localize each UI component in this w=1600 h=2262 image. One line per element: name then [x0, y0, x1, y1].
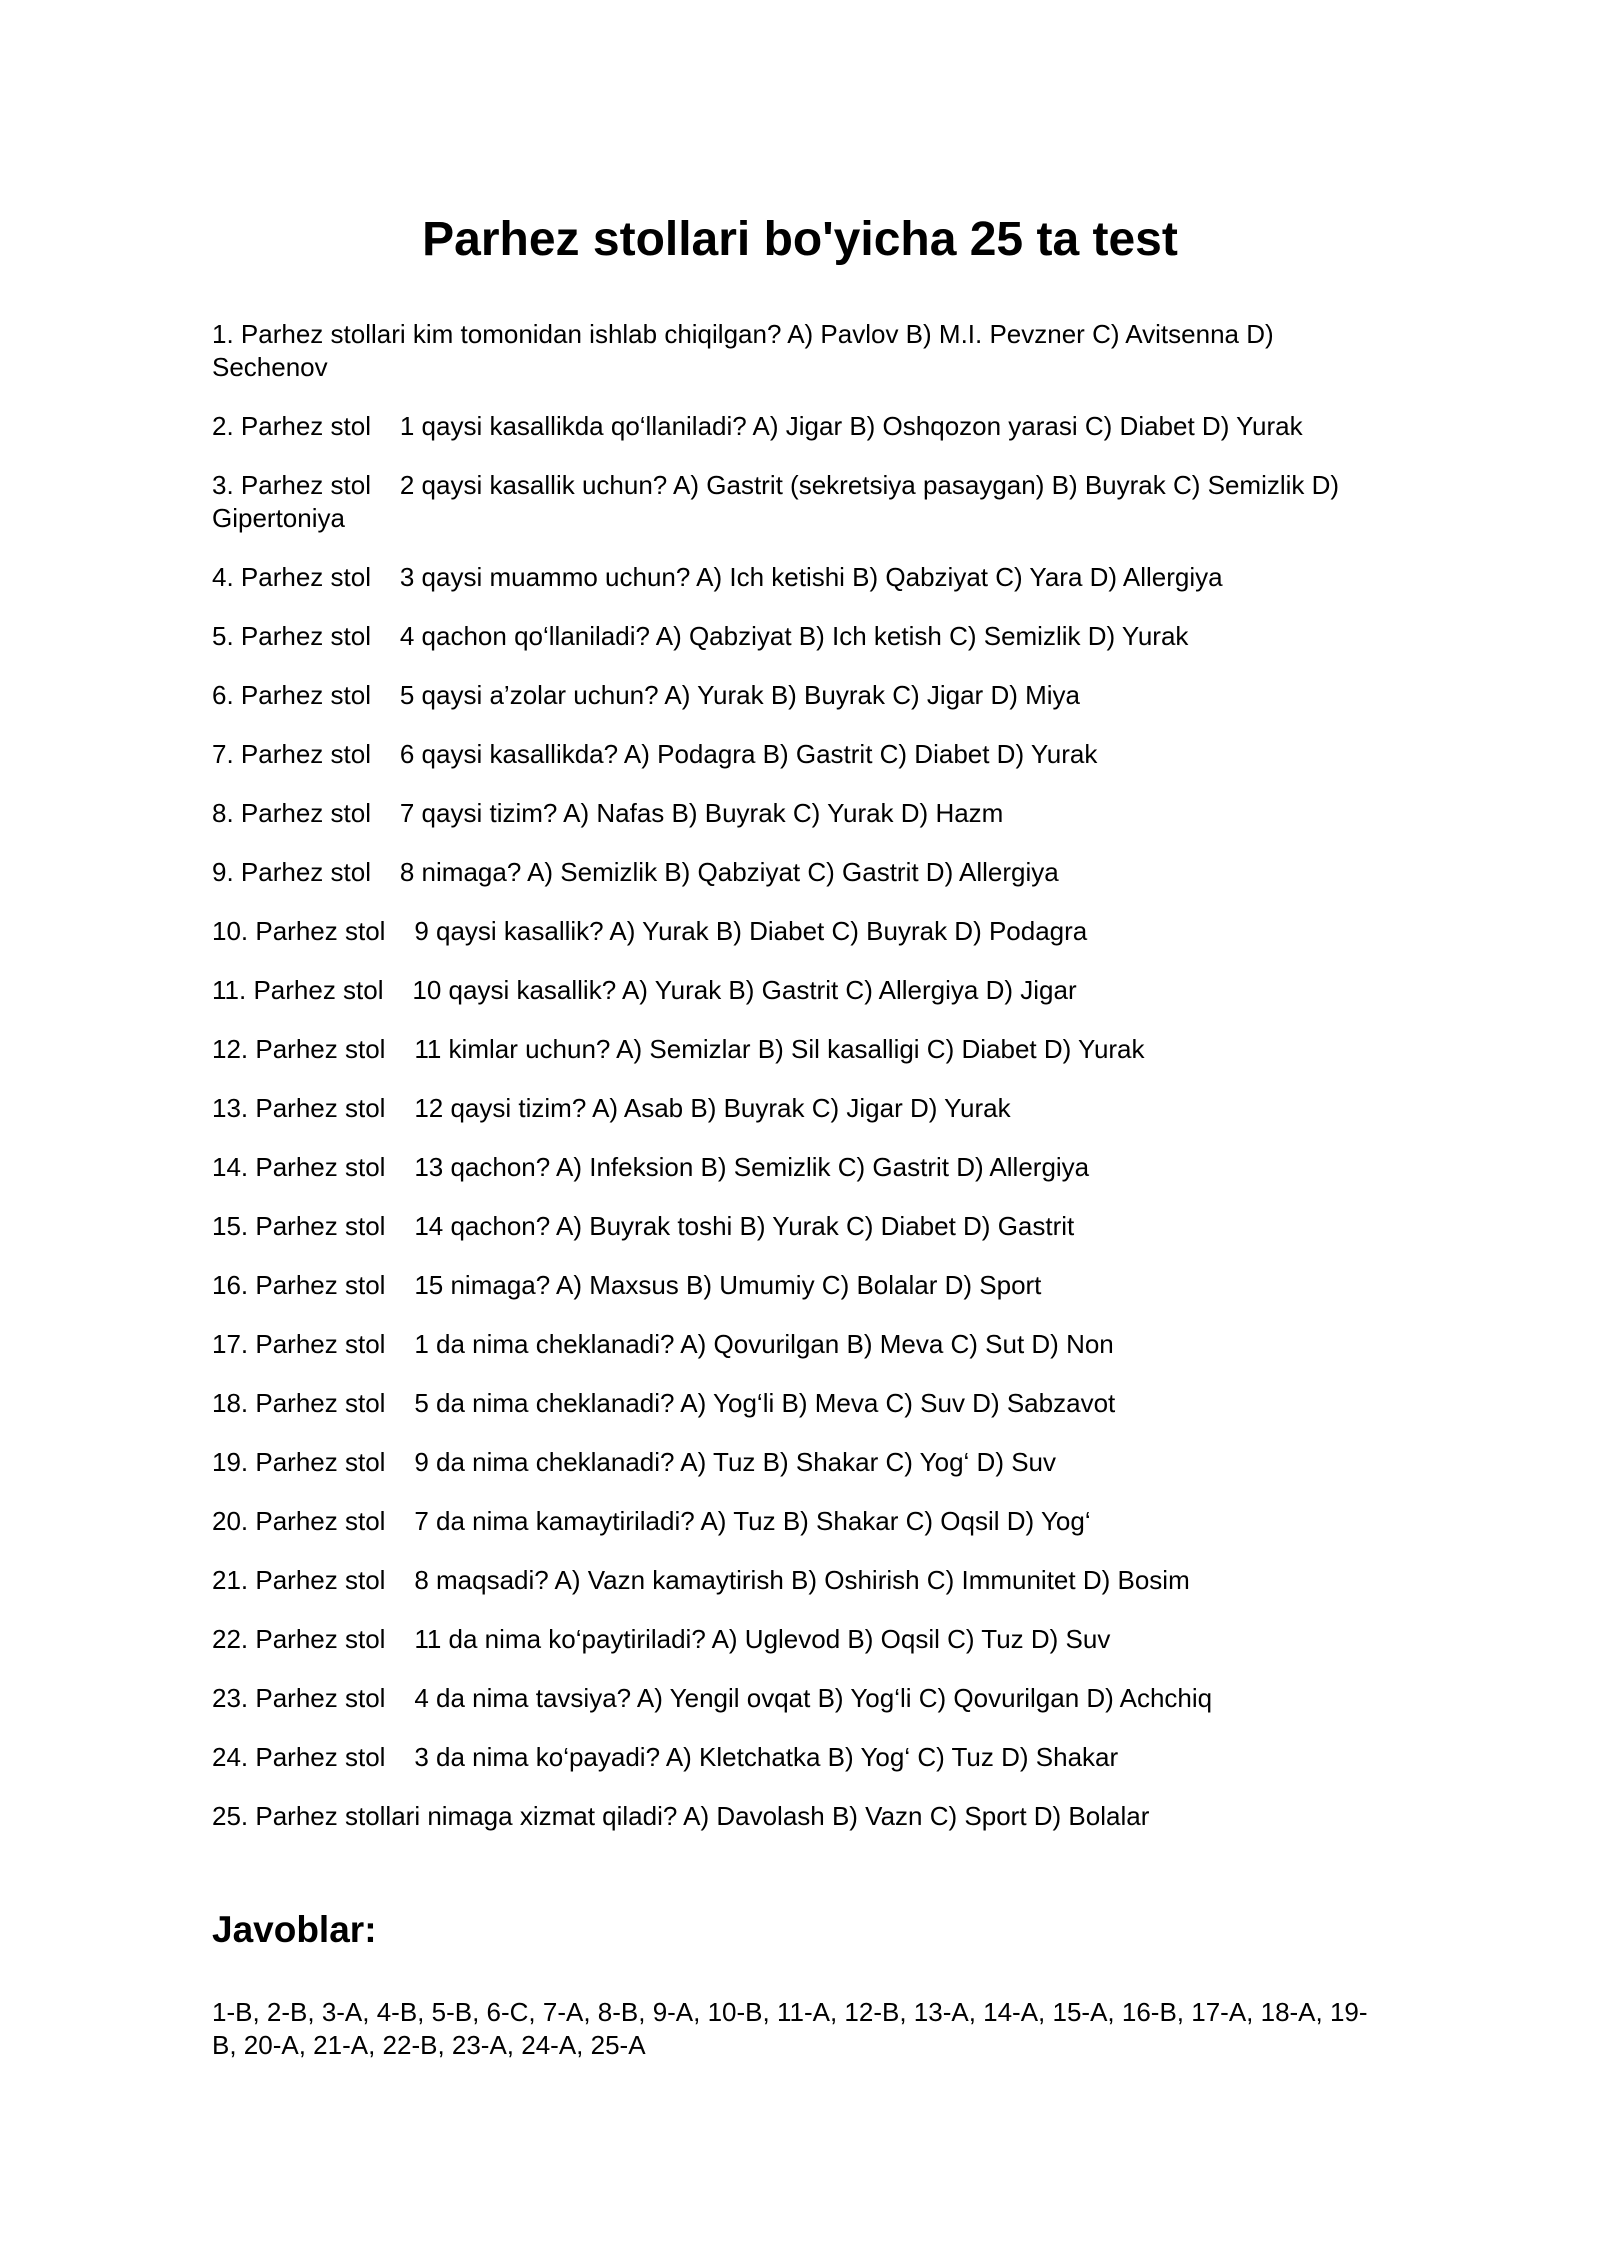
question-item: 13. Parhez stol 12 qaysi tizim? A) Asab B) Buyrak C) Jigar D) Yurak: [212, 1093, 1011, 1123]
question-item: 25. Parhez stollari nimaga xizmat qiladi? A) Davolash B) Vazn C) Sport D) Bolalar: [212, 1801, 1150, 1831]
question-item: 17. Parhez stol 1 da nima cheklanadi? A) Qovurilgan B) Meva C) Sut D) Non: [212, 1329, 1114, 1359]
question-list: [212, 318, 1392, 1859]
question-item: 11. Parhez stol 10 qaysi kasallik? A) Yurak B) Gastrit C) Allergiya D) Jigar: [212, 975, 1077, 1005]
question-item: 10. Parhez stol 9 qaysi kasallik? A) Yurak B) Diabet C) Buyrak D) Podagra: [212, 916, 1088, 946]
question-item: 5. Parhez stol 4 qachon qo‘llaniladi? A) Qabziyat B) Ich ketish C) Semizlik D) Yurak: [212, 621, 1189, 651]
question-item: 16. Parhez stol 15 nimaga? A) Maxsus B) Umumiy C) Bolalar D) Sport: [212, 1270, 1042, 1300]
question-item: 23. Parhez stol 4 da nima tavsiya? A) Yengil ovqat B) Yog‘li C) Qovurilgan D) Achchiq: [212, 1683, 1213, 1713]
question-item: 12. Parhez stol 11 kimlar uchun? A) Semizlar B) Sil kasalligi C) Diabet D) Yurak: [212, 1034, 1145, 1064]
question-item: 7. Parhez stol 6 qaysi kasallikda? A) Podagra B) Gastrit C) Diabet D) Yurak: [212, 739, 1098, 769]
question-item: 18. Parhez stol 5 da nima cheklanadi? A) Yog‘li B) Meva C) Suv D) Sabzavot: [212, 1388, 1116, 1418]
question-item: 24. Parhez stol 3 da nima ko‘payadi? A) Kletchatka B) Yog‘ C) Tuz D) Shakar: [212, 1742, 1119, 1772]
question-item: 4. Parhez stol 3 qaysi muammo uchun? A) Ich ketishi B) Qabziyat C) Yara D) Allergiya: [212, 562, 1223, 592]
question-item: 6. Parhez stol 5 qaysi a’zolar uchun? A) Yurak B) Buyrak C) Jigar D) Miya: [212, 680, 1080, 710]
question-item: 22. Parhez stol 11 da nima ko‘paytiriladi? A) Uglevod B) Oqsil C) Tuz D) Suv: [212, 1624, 1111, 1654]
answers-text: 1-B, 2-B, 3-A, 4-B, 5-B, 6-C, 7-A, 8-B, 9-A, 10-B, 11-A, 12-B, 13-A, 14-A, 15-A, 16-B, 17-A, 18-A, 19-B, 20-A, 21-A, 22-B, 23-A, 24-A, 25-A: [212, 1997, 1368, 2060]
question-item: 20. Parhez stol 7 da nima kamaytiriladi? A) Tuz B) Shakar C) Oqsil D) Yog‘: [212, 1506, 1091, 1536]
question-item: 8. Parhez stol 7 qaysi tizim? A) Nafas B) Buyrak C) Yurak D) Hazm: [212, 798, 1004, 828]
document-title: Parhez stollari bo'yicha 25 ta test: [422, 213, 1178, 266]
question-item: 14. Parhez stol 13 qachon? A) Infeksion B) Semizlik C) Gastrit D) Allergiya: [212, 1152, 1090, 1182]
question-item: 21. Parhez stol 8 maqsadi? A) Vazn kamaytirish B) Oshirish C) Immunitet D) Bosim: [212, 1565, 1190, 1595]
question-item: 9. Parhez stol 8 nimaga? A) Semizlik B) Qabziyat C) Gastrit D) Allergiya: [212, 857, 1059, 887]
question-item: 2. Parhez stol 1 qaysi kasallikda qo‘llaniladi? A) Jigar B) Oshqozon yarasi C) Diabet D) Yurak: [212, 411, 1303, 441]
question-item: 3. Parhez stol 2 qaysi kasallik uchun? A) Gastrit (sekretsiya pasaygan) B) Buyrak C) Semizlik D) Gipertoniya: [212, 470, 1347, 533]
question-item: 19. Parhez stol 9 da nima cheklanadi? A) Tuz B) Shakar C) Yog‘ D) Suv: [212, 1447, 1056, 1477]
question-item: 15. Parhez stol 14 qachon? A) Buyrak toshi B) Yurak C) Diabet D) Gastrit: [212, 1211, 1075, 1241]
answers-heading: Javoblar:: [212, 1909, 377, 1950]
question-item: 1. Parhez stollari kim tomonidan ishlab chiqilgan? A) Pavlov B) M.I. Pevzner C) Avitsenna D) Sechenov: [212, 319, 1281, 382]
